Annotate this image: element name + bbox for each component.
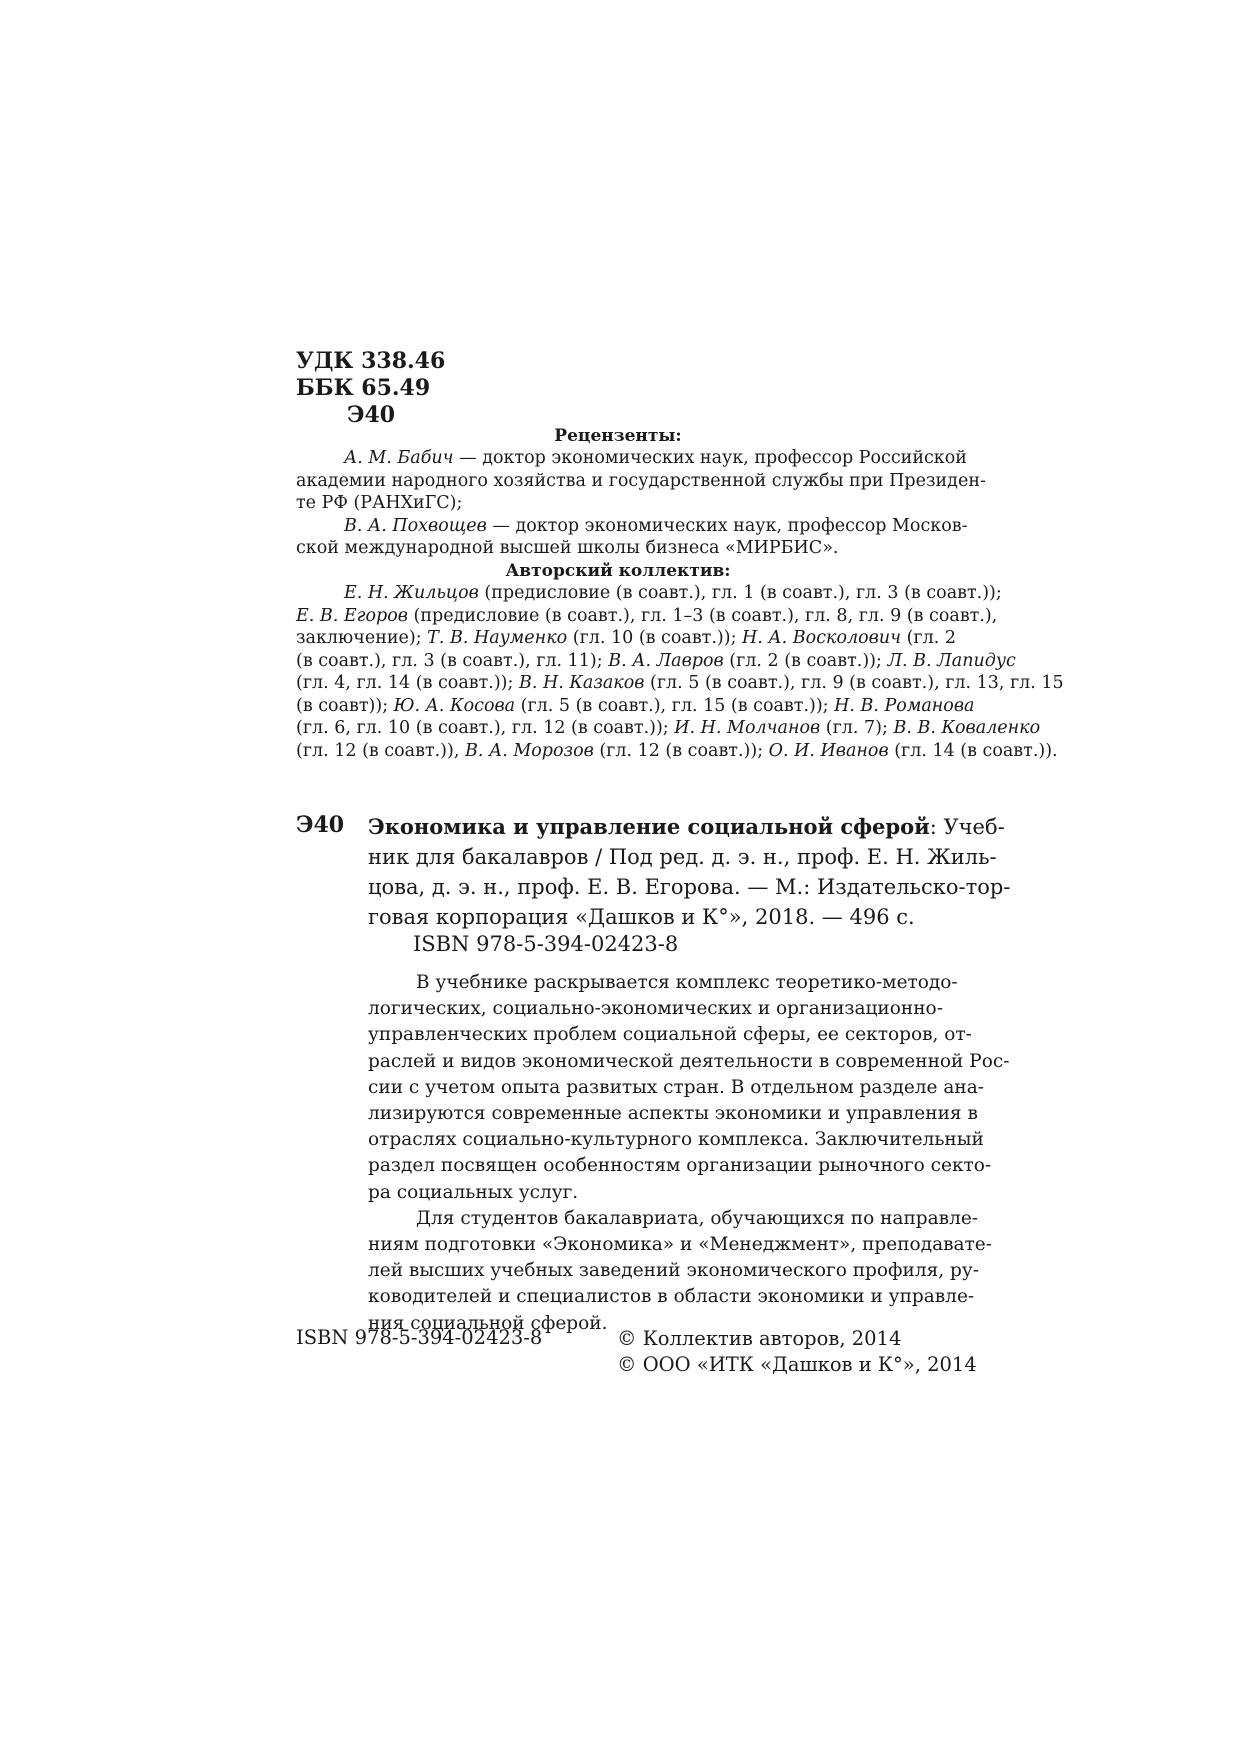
bbk-code: ББК 65.49 — [296, 375, 431, 401]
annotation-line: управленческих проблем социальной сферы, ее секторов, от- — [368, 1024, 972, 1046]
copyright-block — [617, 1326, 977, 1378]
reviewer-2-name: В. А. Похвощев — [344, 515, 487, 536]
copyright-publisher: © ООО «ИТК «Дашков и К°», 2014 — [617, 1353, 977, 1376]
catalog-code: Э40 — [296, 812, 345, 838]
reviewer-2-line-1: В. А. Похвощев — доктор экономических наук, профессор Москов- — [344, 515, 968, 536]
annotation-line: ния социальной сферой. — [368, 1312, 608, 1334]
authors-line: (в соавт)); Ю. А. Косова (гл. 5 (в соавт.), гл. 15 (в соавт.)); Н. В. Романова — [296, 695, 975, 716]
copyright-authors: © Коллектив авторов, 2014 — [617, 1327, 902, 1350]
author-sign: Э40 — [347, 402, 396, 428]
reviewer-1-line-2: академии народного хозяйства и государственной службы при Президен- — [296, 470, 986, 491]
catalog-line-2: ник для бакалавров / Под ред. д. э. н., проф. Е. Н. Жиль- — [368, 845, 997, 869]
annotation-line: логических, социально-экономических и организационно- — [368, 998, 943, 1020]
authors-line: заключение); Т. В. Науменко (гл. 10 (в соавт.)); Н. А. Восколович (гл. 2 — [296, 628, 956, 648]
reviewers-heading: Рецензенты: — [554, 426, 682, 446]
reviewer-1-name: А. М. Бабич — [344, 448, 454, 468]
annotation-line: лей высших учебных заведений экономического профиля, ру- — [368, 1260, 980, 1282]
annotation-line: отраслях социально-культурного комплекса. Заключительный — [368, 1129, 984, 1151]
annotation-line: сии с учетом опыта развитых стран. В отдельном разделе ана- — [368, 1076, 985, 1098]
catalog-line-4: говая корпорация «Дашков и К°», 2018. — 496 с. — [368, 905, 915, 929]
authors-heading: Авторский коллектив: — [505, 561, 731, 581]
annotation — [368, 970, 1010, 1337]
authors-line: (в соавт.), гл. 3 (в соавт.), гл. 11); В. А. Лавров (гл. 2 (в соавт.)); Л. В. Лапидус — [296, 650, 1016, 671]
authors-line: (гл. 6, гл. 10 (в соавт.), гл. 12 (в соавт.)); И. Н. Молчанов (гл. 7); В. В. Коваленко — [296, 718, 1041, 738]
authors-line: Е. В. Егоров (предисловие (в соавт.), гл. 1–3 (в соавт.), гл. 8, гл. 9 (в соавт.), — [296, 605, 998, 626]
authors-block — [296, 560, 1064, 762]
catalog-entry — [368, 812, 1011, 932]
reviewer-2-line-2: ской международной высшей школы бизнеса «МИРБИС». — [296, 538, 839, 558]
reviewer-1-line-1: А. М. Бабич — доктор экономических наук, профессор Российской — [344, 448, 967, 468]
annotation-line: Для студентов бакалавриата, обучающихся по направле- — [416, 1207, 979, 1229]
authors-line: (гл. 12 (в соавт.)), В. А. Морозов (гл. 12 (в соавт.)); О. И. Иванов (гл. 14 (в соавт.)). — [296, 740, 1058, 761]
catalog-line-1: Экономика и управление социальной сферой: Учеб- — [368, 814, 1005, 839]
annotation-line: лизируются современные аспекты экономики и управления в — [368, 1103, 978, 1125]
annotation-line: раздел посвящен особенностям организации рыночного секто- — [368, 1155, 992, 1177]
annotation-line: ниям подготовки «Экономика» и «Менеджмент», преподавате- — [368, 1234, 992, 1256]
annotation-line: ра социальных услуг. — [368, 1181, 579, 1203]
authors-line: Е. Н. Жильцов (предисловие (в соавт.), гл. 1 (в соавт.), гл. 3 (в соавт.)); — [344, 583, 1002, 603]
annotation-line: ководителей и специалистов в области экономики и управле- — [368, 1286, 975, 1308]
isbn-catalog: ISBN 978-5-394-02423-8 — [413, 932, 679, 956]
annotation-line: В учебнике раскрывается комплекс теоретико-методо- — [416, 972, 958, 993]
classification-codes — [296, 348, 445, 429]
annotation-line: раслей и видов экономической деятельности в современной Рос- — [368, 1050, 1010, 1072]
udk-code: УДК 338.46 — [296, 348, 446, 374]
reviewers-block — [296, 425, 986, 560]
reviewer-1-line-3: те РФ (РАНХиГС); — [296, 493, 463, 513]
isbn-footer: ISBN 978-5-394-02423-8 — [296, 1326, 543, 1349]
book-title: Экономика и управление социальной сферой — [368, 814, 930, 839]
catalog-line-3: цова, д. э. н., проф. Е. В. Егорова. — М.: Издательско-тор- — [368, 875, 1011, 899]
authors-line: (гл. 4, гл. 14 (в соавт.)); В. Н. Казаков (гл. 5 (в соавт.), гл. 9 (в соавт.), гл. 13, гл. 15 — [296, 673, 1064, 693]
